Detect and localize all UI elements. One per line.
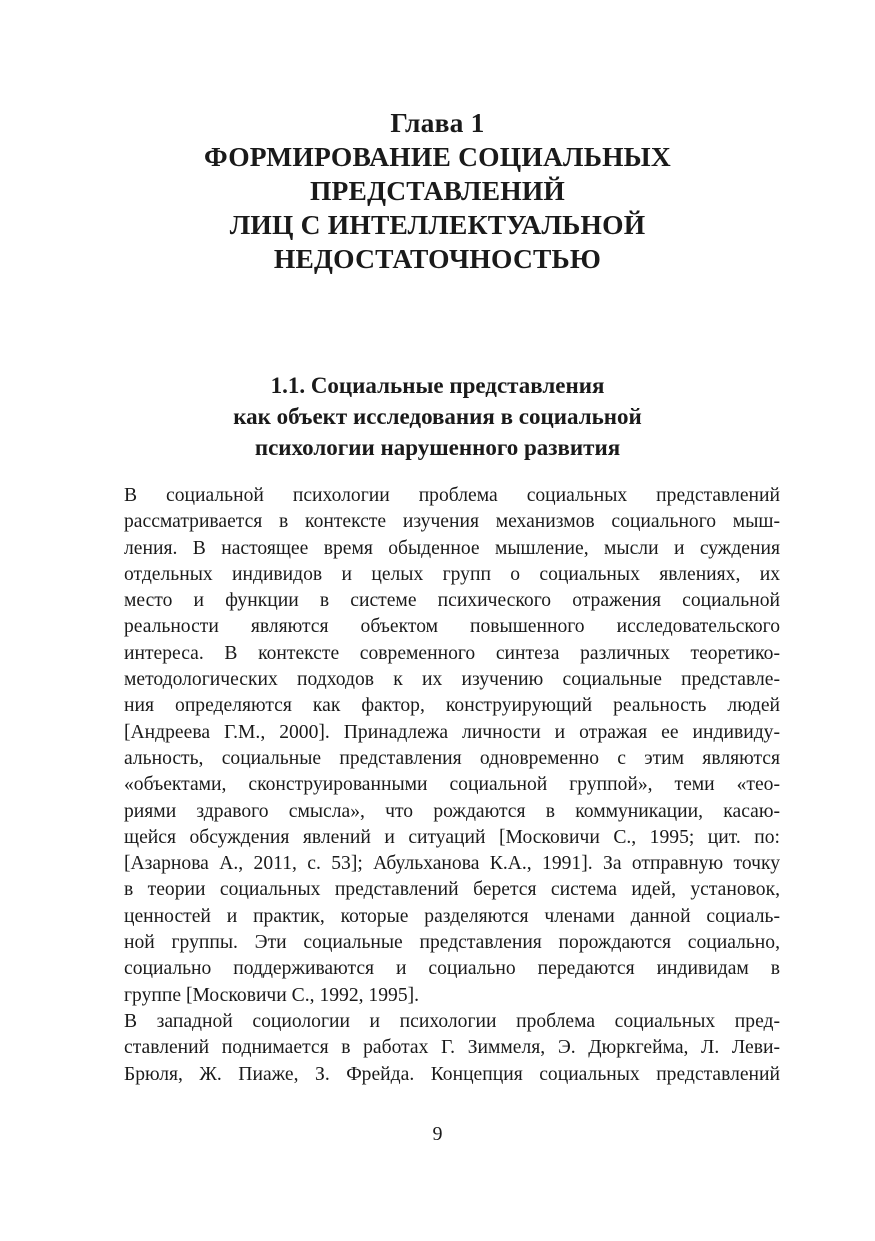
chapter-title-line: ЛИЦ С ИНТЕЛЛЕКТУАЛЬНОЙ <box>229 209 646 240</box>
text-line: ной группы. Эти социальные представления порождаются социально, <box>124 932 780 954</box>
text-line: методологических подходов к их изучению социальные представле- <box>124 669 780 691</box>
section-heading <box>0 370 875 463</box>
text-line: Брюля, Ж. Пиаже, З. Фрейда. Концепция социальных представлений <box>124 1063 780 1085</box>
text-line: ставлений поднимается в работах Г. Зиммеля, Э. Дюркгейма, Л. Леви- <box>124 1037 780 1059</box>
text-line: реальности являются объектом повышенного исследовательского <box>124 616 780 638</box>
body-text <box>124 483 780 1088</box>
text-line: группе [Московичи С., 1992, 1995]. <box>124 984 420 1006</box>
page-number: 9 <box>432 1123 443 1145</box>
text-line: ценностей и практик, которые разделяются членами данной социаль- <box>124 905 780 927</box>
text-line: В социальной психологии проблема социальных представлений <box>124 485 780 506</box>
text-line: альность, социальные представления одновременно с этим являются <box>124 747 780 769</box>
text-line: рассматривается в контексте изучения механизмов социального мыш- <box>124 511 780 533</box>
chapter-heading <box>0 106 875 276</box>
chapter-title-line: ФОРМИРОВАНИЕ СОЦИАЛЬНЫХ <box>204 141 671 172</box>
section-title-line: 1.1. Социальные представления <box>270 373 605 398</box>
text-line: отдельных индивидов и целых групп о социальных явлениях, их <box>124 563 780 585</box>
text-line: щейся обсуждения явлений и ситуаций [Московичи С., 1995; цит. по: <box>124 826 780 848</box>
text-line: место и функции в системе психического отражения социальной <box>124 590 780 612</box>
text-line: «объектами, сконструированными социальной группой», теми «тео- <box>124 774 780 796</box>
chapter-title-line: ПРЕДСТАВЛЕНИЙ <box>309 175 566 206</box>
text-line: В западной социологии и психологии проблема социальных пред- <box>124 1010 780 1032</box>
chapter-title-line: НЕДОСТАТОЧНОСТЬЮ <box>273 243 602 274</box>
chapter-label: Глава 1 <box>390 107 485 138</box>
section-title-line: как объект исследования в социальной <box>233 404 642 429</box>
text-line: [Азарнова А., 2011, с. 53]; Абульханова К.А., 1991]. За отправную точку <box>124 853 780 875</box>
section-title-line: психологии нарушенного развития <box>254 435 621 460</box>
text-line: интереса. В контексте современного синтеза различных теоретико- <box>124 642 780 664</box>
text-line: социально поддерживаются и социально передаются индивидам в <box>124 958 780 980</box>
text-line: в теории социальных представлений берется система идей, установок, <box>124 879 780 901</box>
text-line: риями здравого смысла», что рождаются в коммуникации, касаю- <box>124 800 780 822</box>
text-line: [Андреева Г.М., 2000]. Принадлежа личности и отражая ее индивиду- <box>124 721 780 743</box>
text-line: ния определяются как фактор, конструирующий реальность людей <box>124 695 780 717</box>
text-line: ления. В настоящее время обыденное мышление, мысли и суждения <box>124 537 780 559</box>
